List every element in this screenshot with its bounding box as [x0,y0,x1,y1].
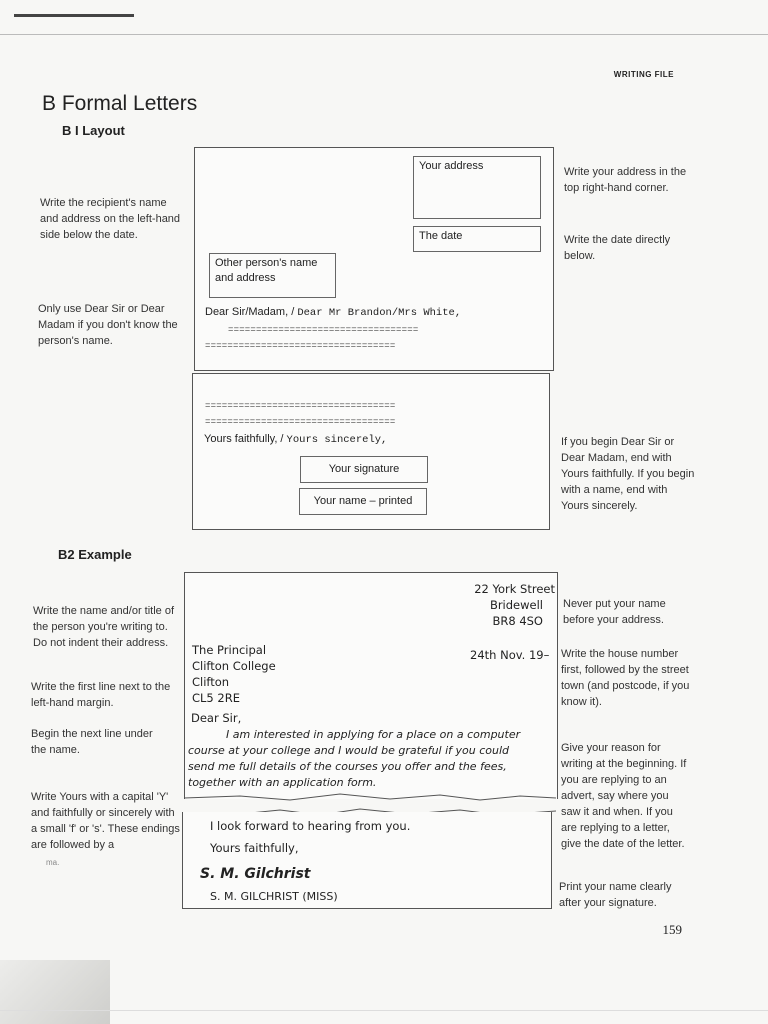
note-name-title: Write the name and/or title of the person you're writing to. Do not indent their address. [33,605,175,649]
the-date-box: The date [413,226,541,252]
body-line-4: together with an application form. [188,776,377,789]
dash-line-3: ================================== [205,401,396,411]
b1-heading: B I Layout [62,123,125,138]
your-name-printed-box: Your name – printed [299,488,427,515]
note-dear-sir-text: Only use Dear Sir or Dear Madam if you don't know the person's name. [38,303,178,347]
section-label: WRITING FILE [613,70,674,79]
note-cutoff: ma. [46,858,60,867]
note-never-name: Never put your name before your address. [563,598,666,626]
body-line-2: course at your college and I would be grateful if you could [188,744,510,757]
b2-heading: B2 Example [58,547,132,562]
greeting: Dear Sir, [191,711,242,725]
recipient-line-3: Clifton [192,675,230,689]
recipient-line-2: Clifton College [192,659,276,673]
scan-top-line [0,34,768,35]
letter-date: 24th Nov. 19– [470,648,550,662]
letter-body [188,727,550,791]
note-dear-sir [38,301,188,349]
look-forward-line: I look forward to hearing from you. [210,819,411,833]
closing-mono: Yours sincerely, [286,434,388,446]
recipient-address [192,642,276,706]
sender-address-line-1: 22 York Street [474,582,555,596]
page-title: B Formal Letters [42,92,198,115]
other-person-box: Other person's name and address [209,253,336,298]
sender-address-line-3: BR8 4SO [492,614,543,628]
closing-yours-faithfully: Yours faithfully, [210,841,299,855]
sender-address [440,581,555,629]
sender-address-line-2: Bridewell [489,598,543,612]
recipient-line-4: CL5 2RE [192,691,240,705]
note-print-name: Print your name clearly after your signature. [559,881,672,909]
salutation-prefix: Dear Sir/Madam, / [205,306,298,318]
scan-bottom-line [0,1010,768,1011]
note-next-line: Begin the next line under the name. [31,728,153,756]
printed-name: S. M. GILCHRIST (MISS) [210,890,338,903]
salutation-line [205,306,461,319]
dash-line-4: ================================== [205,417,396,427]
body-line-1: I am interested in applying for a place on a computer [226,728,521,741]
salutation-mono: Dear Mr Brandon/Mrs White, [297,307,462,319]
dash-line-1: ================================== [228,325,419,335]
recipient-line-1: The Principal [192,643,267,657]
note-your-address: Write your address in the top right-hand corner. [564,166,687,194]
page-number: 159 [662,922,682,937]
note-yours-capital: Write Yours with a capital 'Y' and faithfully or sincerely with a small 'f' or 's'. These endings are followed by a [31,791,180,851]
your-address-box: Your address [413,156,541,219]
body-line-3: send me full details of the courses you offer and the fees, [188,760,507,773]
scan-edge-mark [14,14,134,17]
signature: S. M. Gilchrist [200,866,311,882]
closing-line [204,433,387,446]
note-first-line: Write the first line next to the left-hand margin. [31,681,171,709]
your-signature-box: Your signature [300,456,428,483]
scan-shadow [0,960,110,1024]
note-recipient: Write the recipient's name and address on the left-hand side below the date. [40,197,181,241]
note-reason: Give your reason for writing at the beginning. If you are replying to an advert, say where you saw it and when. If you are replying to a letter, give the date of the letter. [561,742,687,850]
note-yours-faithfully: If you begin Dear Sir or Dear Madam, end with Yours faithfully. If you begin with a name, end with Yours sincerely. [561,436,695,512]
closing-prefix: Yours faithfully, / [204,433,287,445]
note-date: Write the date directly below. [564,234,671,262]
note-house-number: Write the house number first, followed by the street town (and postcode, if you know it). [561,648,690,708]
dash-line-2: ================================== [205,341,396,351]
